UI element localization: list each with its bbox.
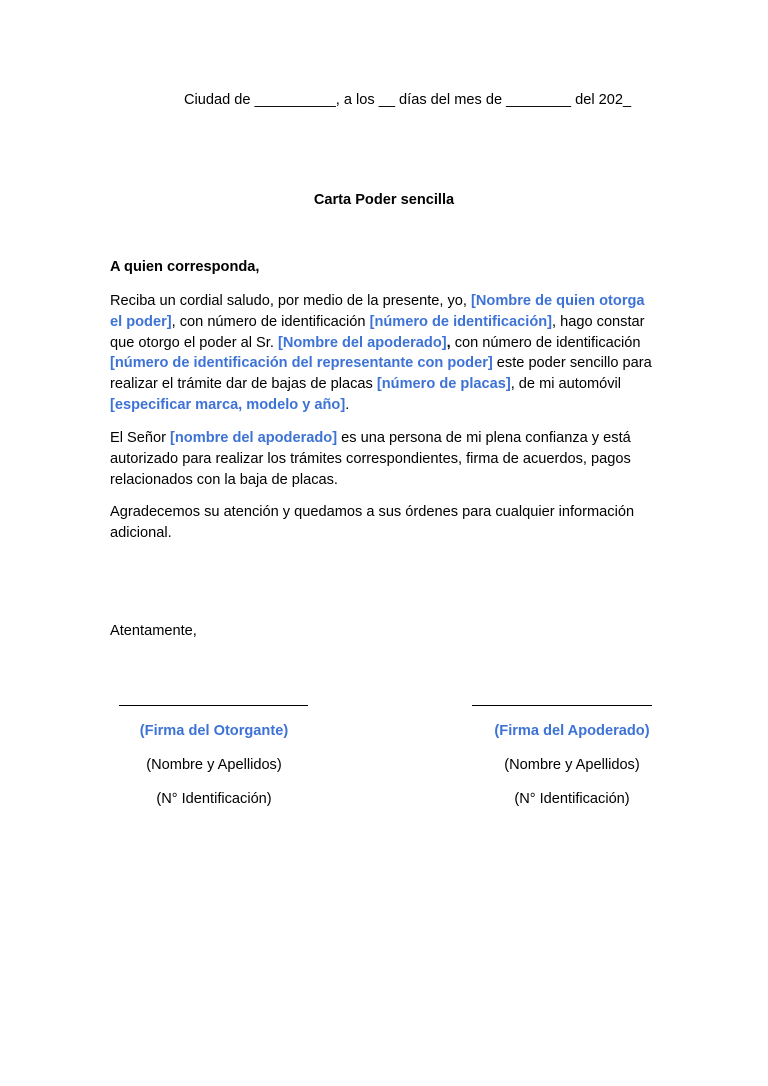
closing: Atentamente, bbox=[110, 623, 197, 639]
signature-role-grantor: (Firma del Otorgante) bbox=[139, 723, 289, 739]
paragraph-1-text-2: , con número de identificación bbox=[171, 313, 370, 330]
signature-block-grantor bbox=[99, 721, 329, 823]
signature-block-attorney bbox=[457, 721, 687, 823]
placeholder-grantor-id: [número de identificación] bbox=[369, 313, 553, 330]
signature-id-attorney: (N° Identificación) bbox=[514, 791, 630, 807]
paragraph-1-text-5: con número de identificación bbox=[450, 334, 641, 351]
paragraph-1-text-3: , hago constar que otorgo el poder al Sr. bbox=[110, 313, 645, 351]
placeholder-grantor-name: [Nombre de quien otorga el poder] bbox=[110, 293, 645, 330]
signature-line-grantor bbox=[119, 705, 308, 706]
signature-name-attorney: (Nombre y Apellidos) bbox=[504, 757, 640, 773]
paragraph-3: Agradecemos su atención y quedamos a sus órdenes para cualquier información adicional. bbox=[110, 504, 635, 541]
placeholder-plate-number: [número de placas] bbox=[376, 376, 511, 393]
paragraph-2 bbox=[110, 428, 660, 490]
placeholder-attorney-name-2: [nombre del apoderado] bbox=[170, 430, 338, 446]
signature-id-grantor: (N° Identificación) bbox=[156, 791, 272, 807]
signature-role-attorney: (Firma del Apoderado) bbox=[494, 723, 650, 739]
paragraph-1 bbox=[110, 291, 660, 416]
paragraph-1-text-8: . bbox=[345, 396, 350, 413]
signature-name-grantor: (Nombre y Apellidos) bbox=[146, 757, 282, 773]
paragraph-1-text-1: Reciba un cordial saludo, por medio de la presente, yo, bbox=[110, 293, 472, 309]
paragraph-1-text-4: , bbox=[446, 334, 451, 351]
paragraph-1-text-6: este poder sencillo para realizar el trámite dar de bajas de placas bbox=[110, 355, 652, 393]
salutation: A quien corresponda, bbox=[110, 259, 260, 275]
placeholder-vehicle-details: [especificar marca, modelo y año] bbox=[110, 396, 346, 413]
signature-line-attorney bbox=[472, 705, 652, 706]
date-line: Ciudad de __________, a los __ días del mes de ________ del 202_ bbox=[184, 92, 632, 108]
paragraph-2-text-1: El Señor bbox=[110, 430, 171, 446]
paragraph-2-text-2: es una persona de mi plena confianza y está autorizado para realizar los trámites correspondientes, firma de acuerdos, pagos relacionados con la baja de placas. bbox=[110, 430, 631, 488]
placeholder-attorney-name: [Nombre del apoderado] bbox=[277, 334, 447, 351]
placeholder-attorney-id: [número de identificación del representante con poder] bbox=[110, 355, 493, 372]
document-title: Carta Poder sencilla bbox=[313, 192, 455, 208]
paragraph-1-text-7: , de mi automóvil bbox=[510, 376, 622, 393]
